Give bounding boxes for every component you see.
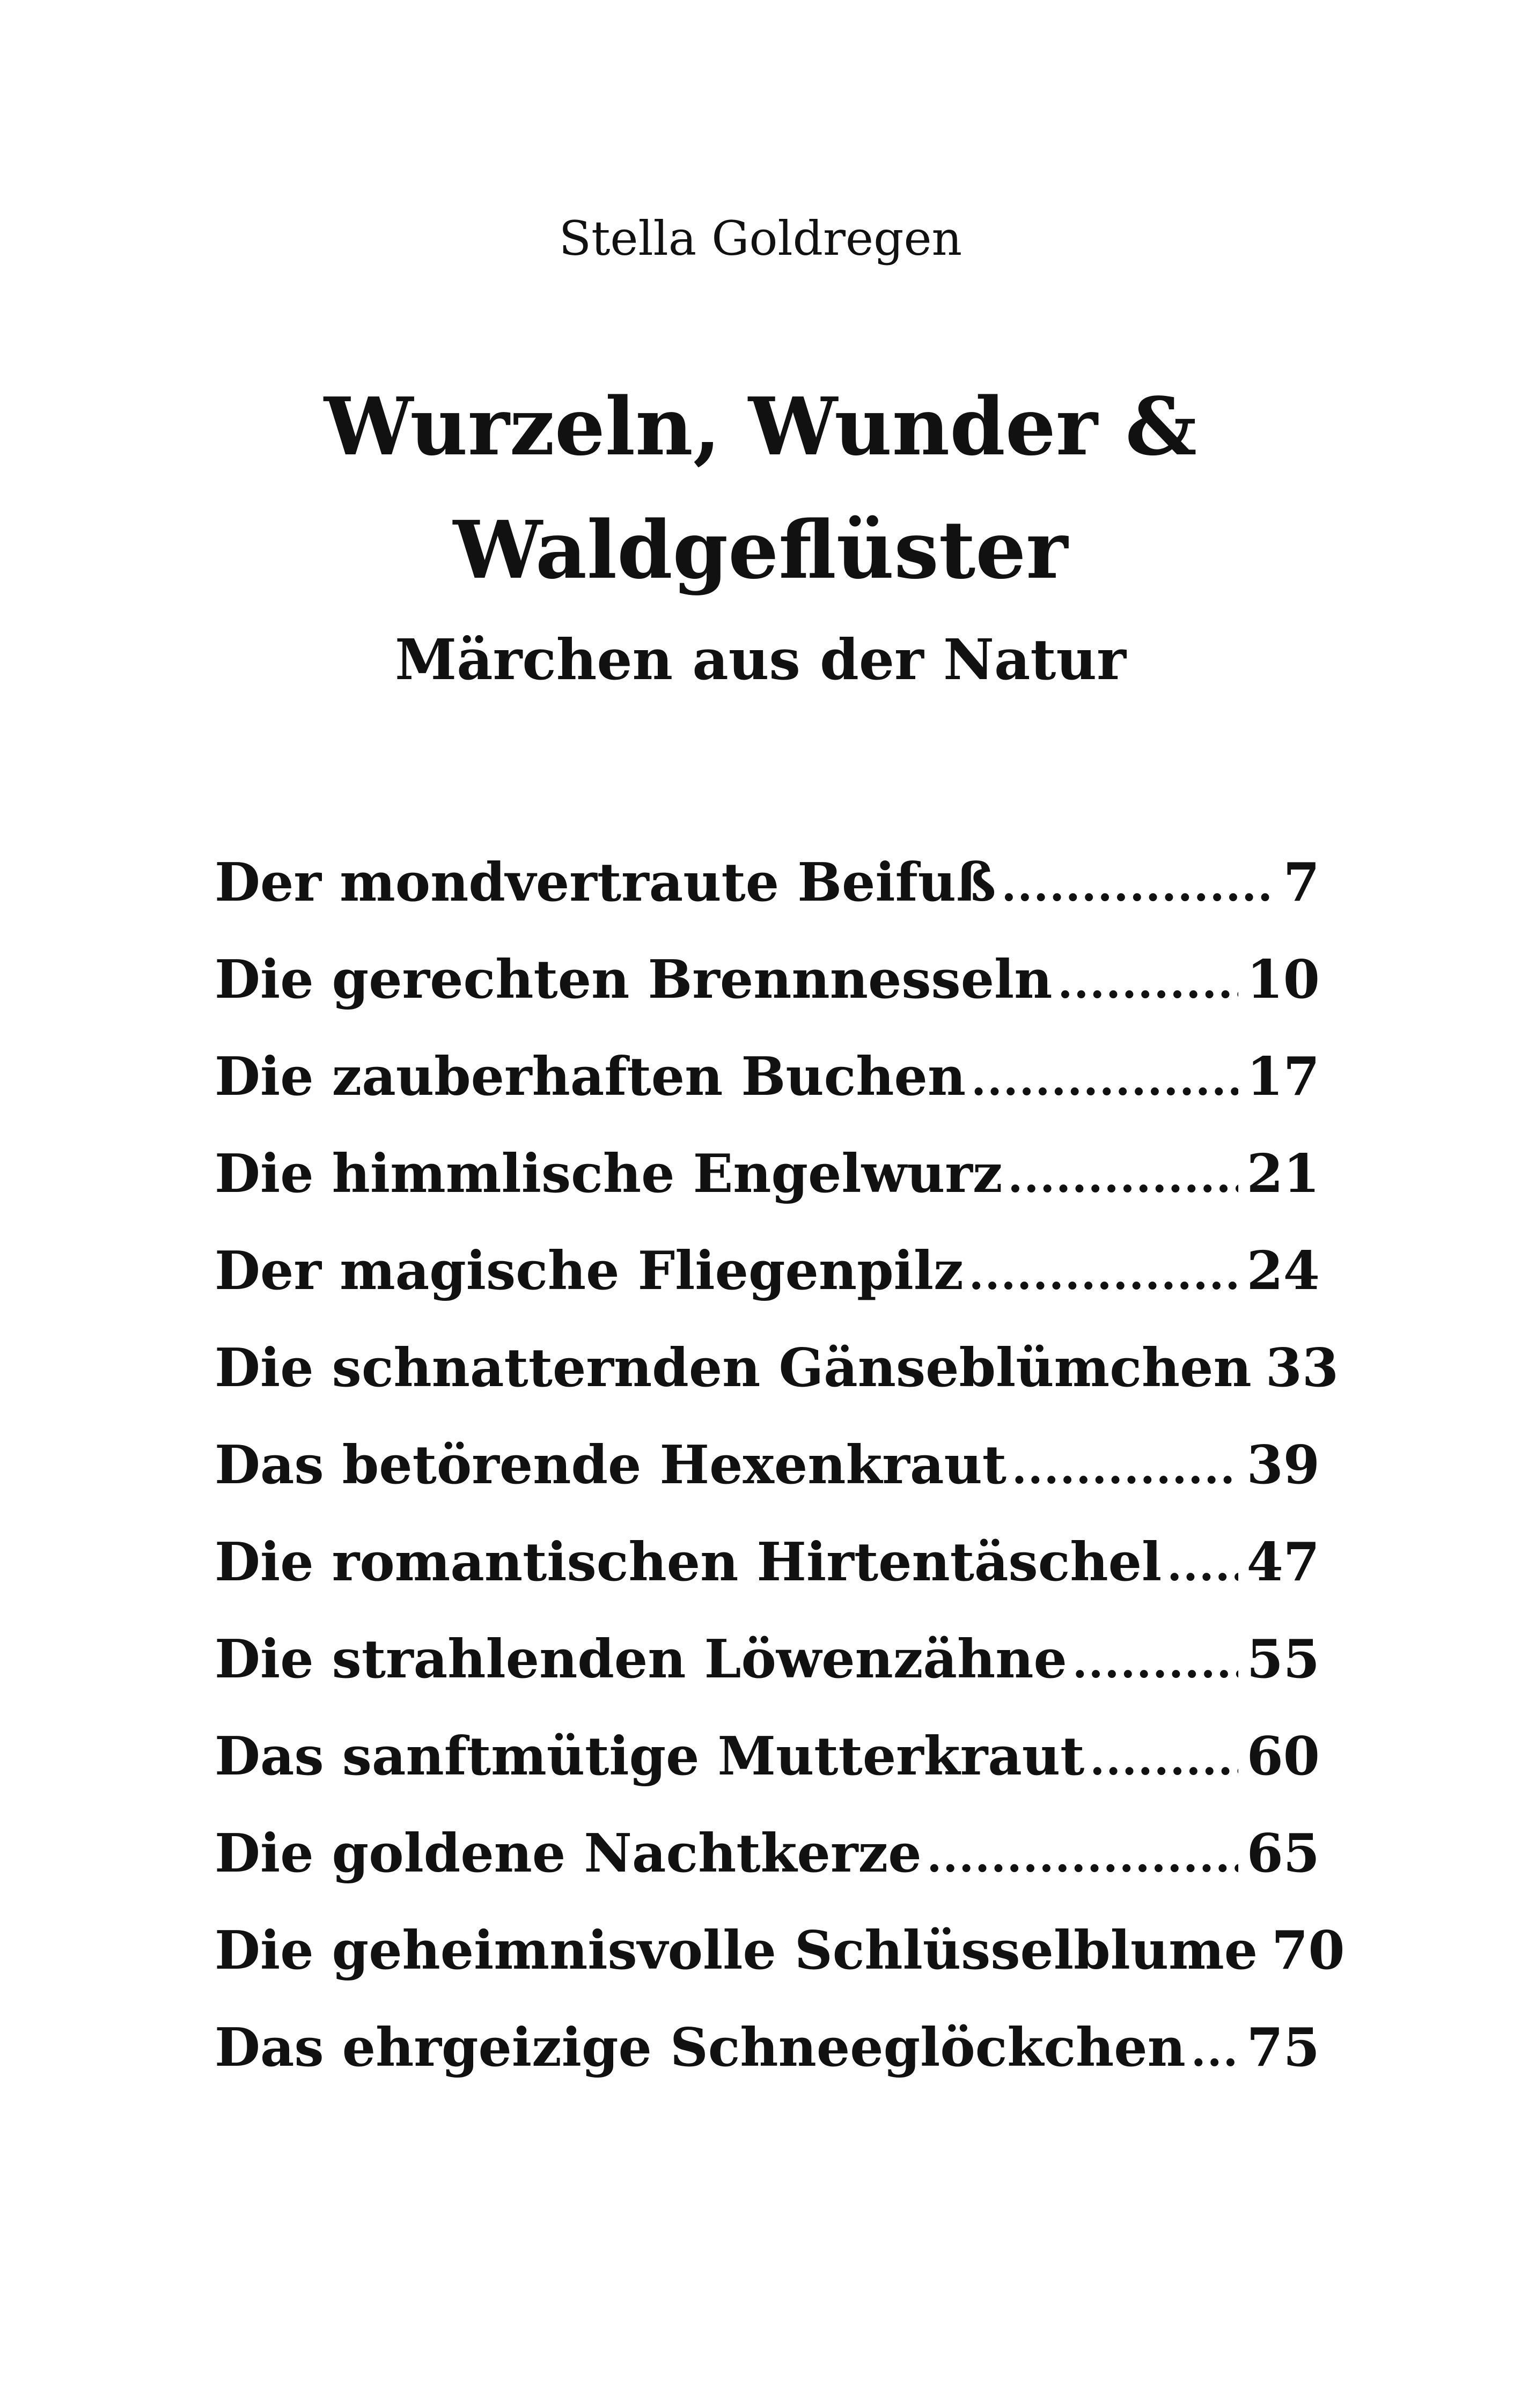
toc-dot-leader bbox=[971, 1032, 1238, 1129]
toc-entry-title: Das sanftmütige Mutterkraut bbox=[215, 1726, 1085, 1787]
toc-dot-leader bbox=[1090, 1711, 1238, 1808]
toc-entry[interactable] bbox=[215, 1223, 1320, 1320]
toc-entry[interactable] bbox=[215, 1611, 1320, 1708]
book-subtitle: Märchen aus der Natur bbox=[395, 627, 1126, 693]
toc-entry-page: 70 bbox=[1272, 1920, 1345, 1982]
toc-entry-title: Das betörende Hexenkraut bbox=[215, 1434, 1007, 1496]
toc-dot-leader bbox=[1002, 837, 1275, 934]
toc-entry-page: 10 bbox=[1246, 949, 1320, 1011]
toc-entry-page: 7 bbox=[1283, 852, 1320, 914]
toc-entry-title: Das ehrgeizige Schneeglöckchen bbox=[215, 2017, 1186, 2079]
toc-entry[interactable] bbox=[215, 931, 1320, 1028]
toc-dot-leader bbox=[969, 1226, 1238, 1323]
toc-entry[interactable] bbox=[215, 1902, 1345, 1999]
book-title-line-1: Wurzeln, Wunder & bbox=[324, 380, 1197, 473]
toc-entry[interactable] bbox=[215, 834, 1320, 931]
toc-entry[interactable] bbox=[215, 1028, 1320, 1125]
toc-entry-title: Die strahlenden Löwenzähne bbox=[215, 1629, 1067, 1690]
toc-entry-page: 55 bbox=[1246, 1629, 1320, 1690]
toc-entry-page: 21 bbox=[1246, 1143, 1320, 1205]
toc-dot-leader bbox=[927, 1808, 1238, 1905]
toc-entry[interactable] bbox=[215, 1320, 1339, 1417]
toc-entry-page: 24 bbox=[1246, 1240, 1320, 1302]
author-name: Stella Goldregen bbox=[559, 211, 962, 266]
toc-entry-page: 75 bbox=[1246, 2017, 1320, 2079]
toc-dot-leader bbox=[1058, 934, 1238, 1032]
toc-entry[interactable] bbox=[215, 1514, 1320, 1611]
toc-entry-title: Die goldene Nachtkerze bbox=[215, 1823, 922, 1884]
toc-entry-page: 60 bbox=[1246, 1726, 1320, 1787]
toc-dot-leader bbox=[1167, 1517, 1238, 1614]
toc-entry-page: 47 bbox=[1246, 1531, 1320, 1593]
toc-entry-title: Die romantischen Hirtentäschel bbox=[215, 1531, 1162, 1593]
toc-entry-title: Die gerechten Brennnesseln bbox=[215, 949, 1053, 1011]
toc-entry-page: 65 bbox=[1246, 1823, 1320, 1884]
toc-entry-title: Der mondvertraute Beifuß bbox=[215, 852, 996, 914]
toc-entry-title: Die schnatternden Gänseblümchen bbox=[215, 1337, 1252, 1399]
toc-entry-title: Die zauberhaften Buchen bbox=[215, 1046, 966, 1108]
book-title-line-2: Waldgeflüster bbox=[453, 503, 1068, 597]
toc-entry-title: Die himmlische Engelwurz bbox=[215, 1143, 1003, 1205]
toc-entry[interactable] bbox=[215, 1417, 1320, 1514]
toc-dot-leader bbox=[1012, 1420, 1238, 1517]
toc-entry-page: 39 bbox=[1246, 1434, 1320, 1496]
toc-entry[interactable] bbox=[215, 1708, 1320, 1805]
toc-entry-page: 17 bbox=[1246, 1046, 1320, 1108]
toc-entry[interactable] bbox=[215, 1805, 1320, 1902]
toc-dot-leader bbox=[1008, 1129, 1238, 1226]
toc-entry-title: Die geheimnisvolle Schlüsselblume bbox=[215, 1920, 1258, 1982]
toc-entry[interactable] bbox=[215, 1125, 1320, 1223]
toc-entry-title: Der magische Fliegenpilz bbox=[215, 1240, 964, 1302]
toc-entry[interactable] bbox=[215, 1999, 1320, 2096]
table-of-contents bbox=[215, 834, 1345, 2096]
toc-dot-leader bbox=[1191, 2002, 1238, 2100]
toc-dot-leader bbox=[1072, 1614, 1238, 1711]
toc-entry-page: 33 bbox=[1265, 1337, 1339, 1399]
